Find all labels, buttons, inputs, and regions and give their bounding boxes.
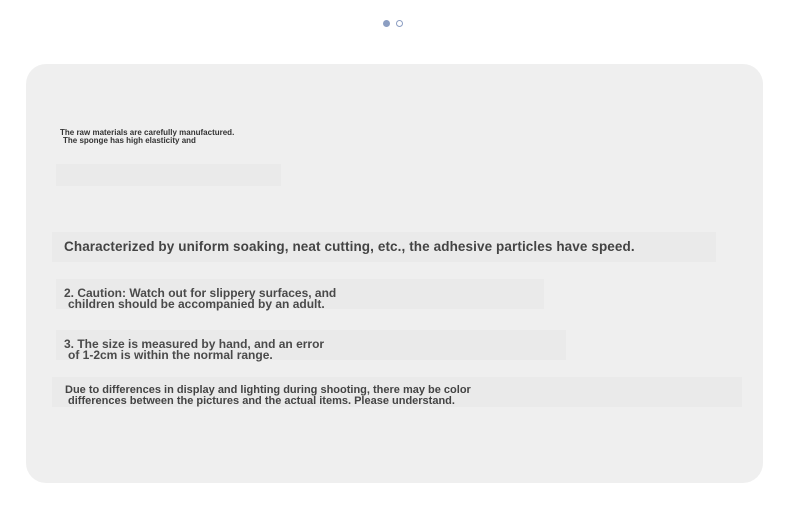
carousel-indicators bbox=[383, 20, 403, 27]
headline-text: Characterized by uniform soaking, neat cutting, etc., the adhesive particles have speed. bbox=[64, 239, 635, 254]
display-note-line-2: differences between the pictures and the actual items. Please understand. bbox=[68, 395, 455, 407]
background-band bbox=[56, 164, 281, 186]
size-text-line-1: 3. The size is measured by hand, and an error bbox=[64, 337, 325, 351]
intro-text-line-2: The sponge has high elasticity and bbox=[63, 136, 196, 145]
intro-text-line-1: The raw materials are carefully manufactured. bbox=[60, 128, 235, 137]
carousel-dot-2[interactable] bbox=[396, 20, 403, 27]
carousel-dot-1[interactable] bbox=[383, 20, 390, 27]
caution-text-line-2: children should be accompanied by an adult. bbox=[68, 297, 325, 311]
size-text-line-2: of 1-2cm is within the normal range. bbox=[68, 348, 273, 362]
product-info-panel bbox=[26, 64, 763, 483]
caution-text-line-1: 2. Caution: Watch out for slippery surfaces, and bbox=[64, 286, 337, 300]
display-note-line-1: Due to differences in display and lighting during shooting, there may be color bbox=[65, 384, 471, 396]
